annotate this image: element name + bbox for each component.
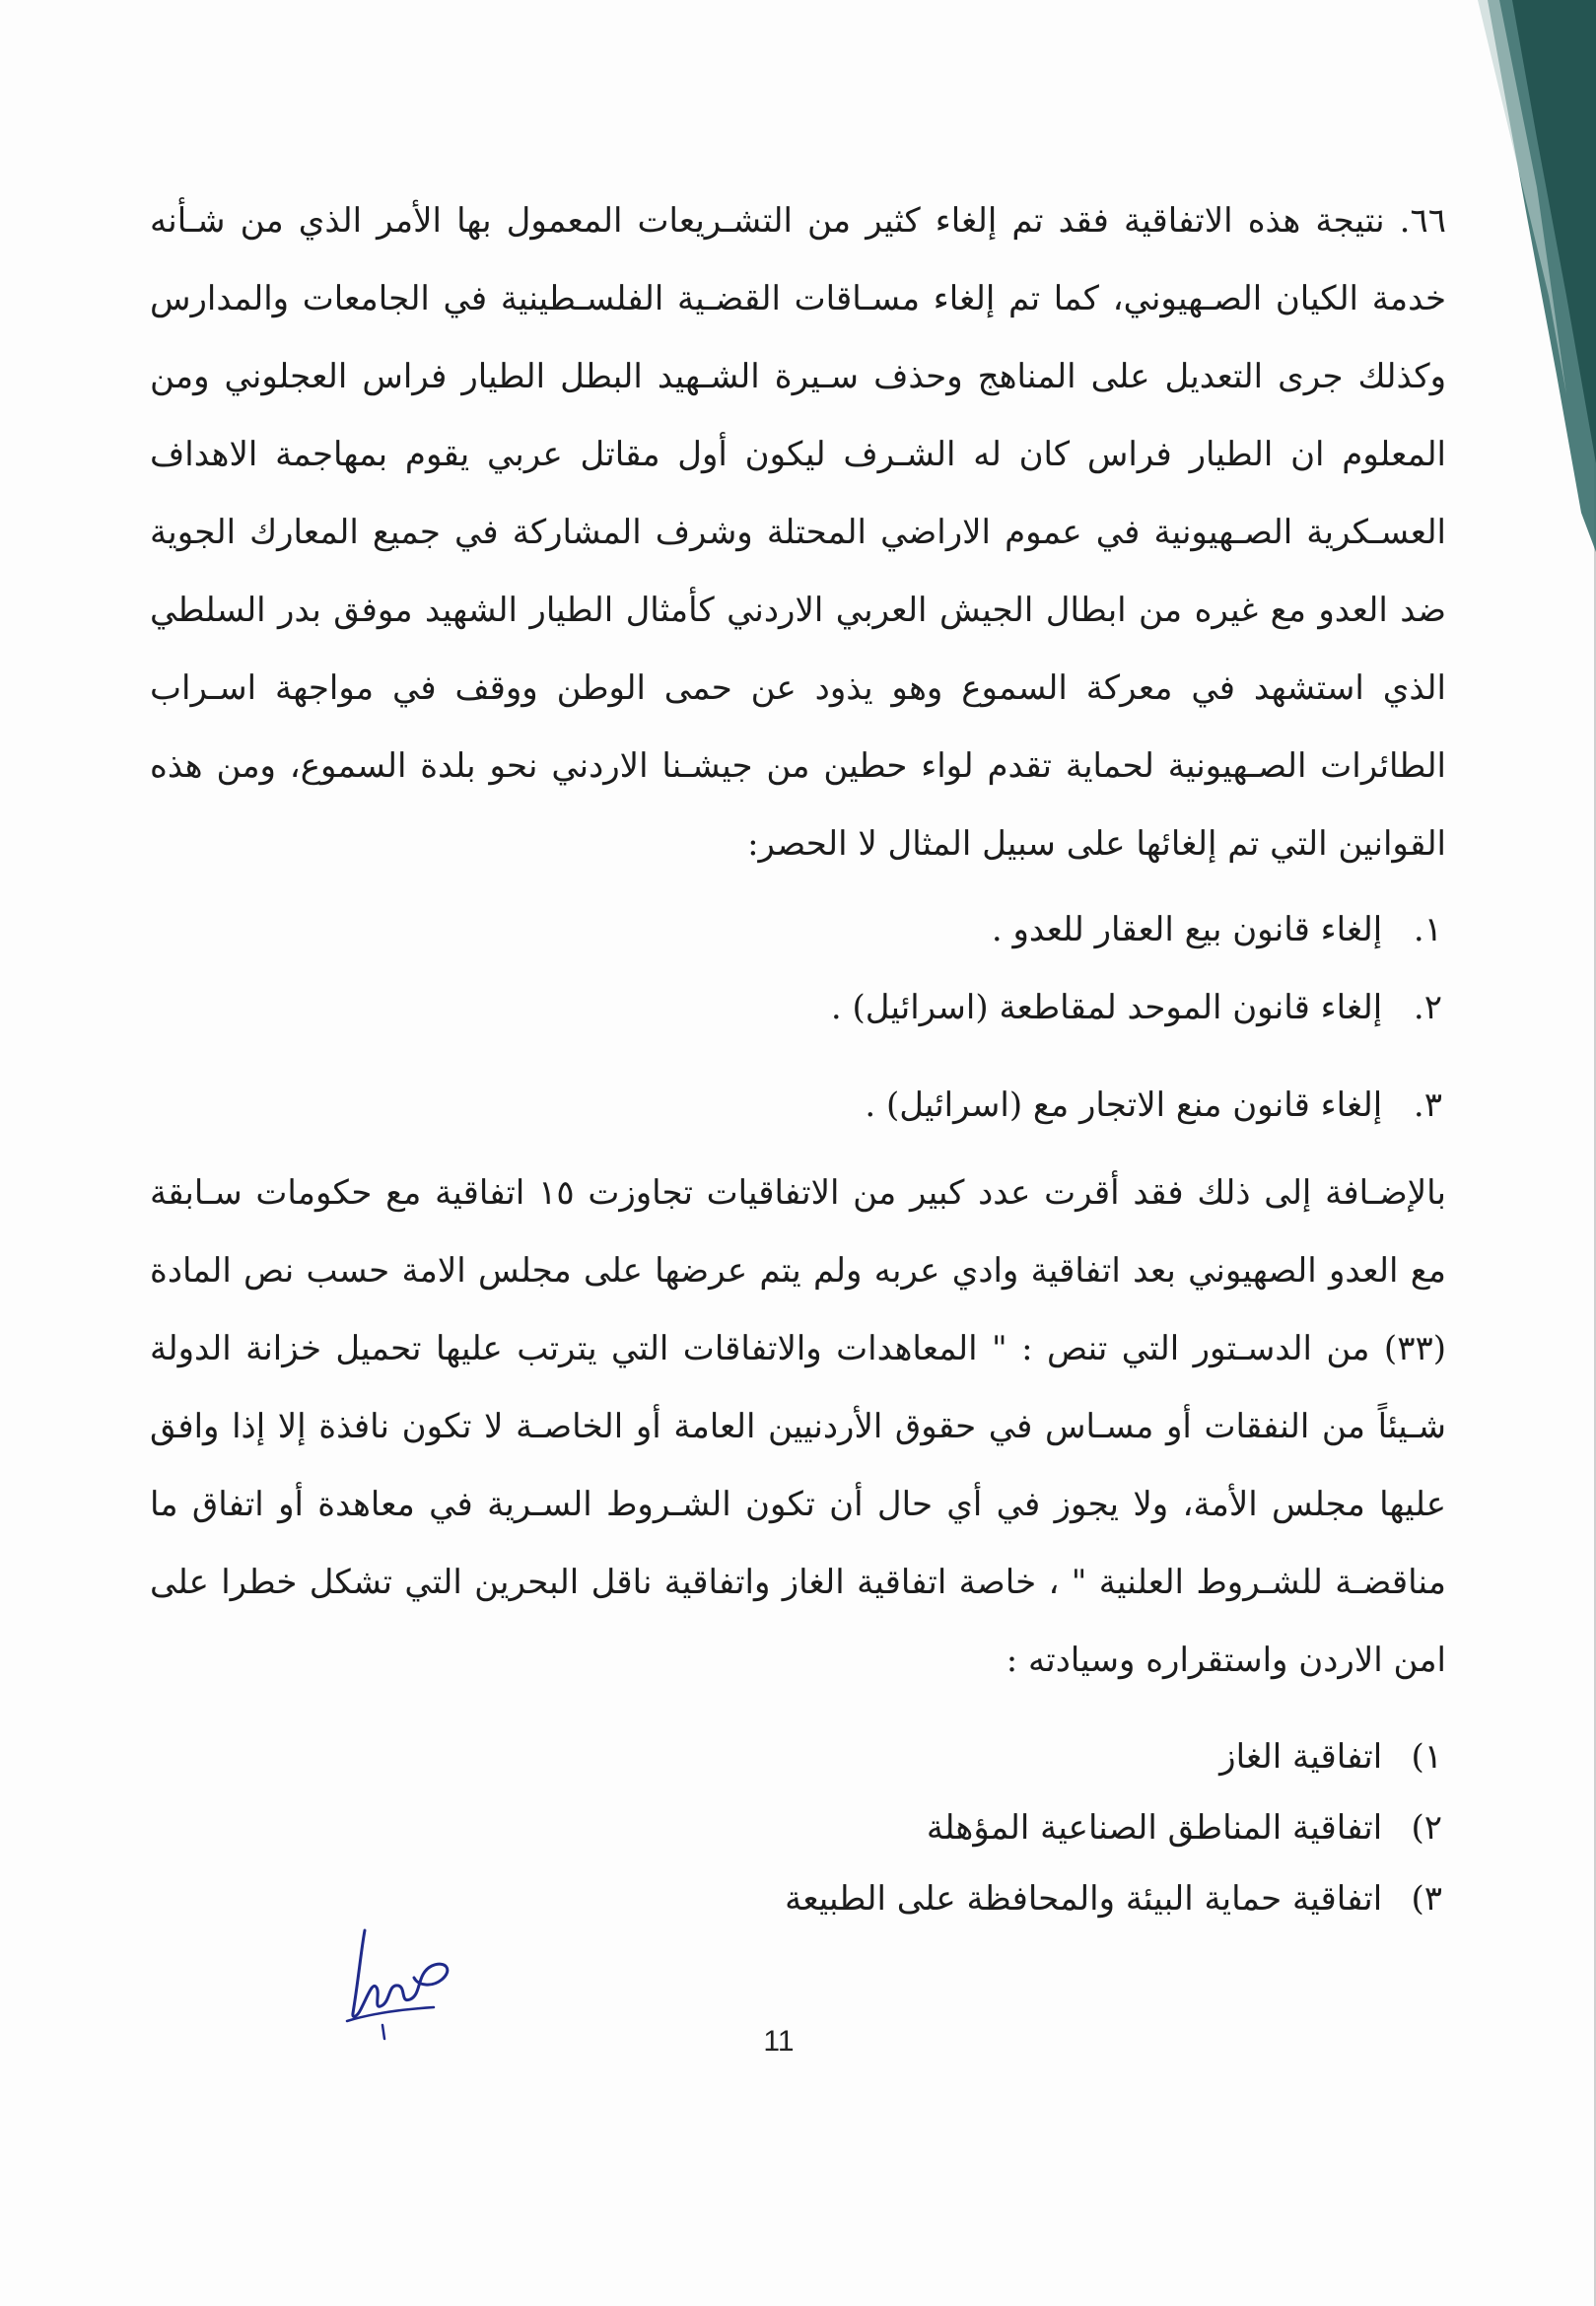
list-item-text: اتفاقية الغاز <box>1219 1737 1383 1777</box>
paragraph-66: ٦٦. نتيجة هذه الاتفاقية فقد تم إلغاء كثير من التشـريعات المعمول بها الأمر الذي من شـأنه خدمة الكيان الصـهيوني، كما تم إلغاء مسـاقات القضـية الفلسـطينية في الجامعات والمدارس وكذلك جرى التعديل على المناهج وحذف سـيرة الشـهيد البطل الطيار فراس العجلوني ومن المعلوم ان الطيار فراس كان له الشـرف ليكون أول مقاتل عربي يقوم بمهاجمة الاهداف العسـكرية الصـهيونية في عموم الاراضي المحتلة وشرف المشاركة في جميع المعارك الجوية ضد العدو مع غيره من ابطال الجيش العربي الاردني كأمثال الطيار الشهيد موفق بدر السلطي الذي استشهد في معركة السموع وهو يذود عن حمى الوطن ووقف في مواجهة اسـراب الطائرات الصـهيونية لحماية تقدم لواء حطين من جيشـنا الاردني نحو بلدة السموع، ومن هذه القوانين التي تم إلغائها على سبيل المثال لا الحصر: <box>150 201 1446 864</box>
list-item <box>150 1067 1446 1145</box>
list-marker: ٢. <box>1413 988 1442 1027</box>
list-marker: ١. <box>1413 910 1442 949</box>
list-marker: ٣) <box>1411 1879 1442 1919</box>
document-body <box>150 182 1446 1934</box>
agreements-list <box>150 1721 1446 1934</box>
list-marker: ٣. <box>1413 1085 1442 1125</box>
list-marker: ١) <box>1411 1737 1442 1777</box>
list-item-text: إلغاء قانون بيع العقار للعدو . <box>991 910 1383 949</box>
list-item-text: إلغاء قانون منع الاتجار مع (اسرائيل) . <box>865 1085 1383 1125</box>
paragraph-agreements: بالإضـافة إلى ذلك فقد أقرت عدد كبير من الاتفاقيات تجاوزت ١٥ اتفاقية مع حكومات سـابقة مع العدو الصهيوني بعد اتفاقية وادي عربه ولم يتم عرضها على مجلس الامة حسب نص المادة (٣٣) من الدسـتور التي تنص : " المعاهدات والاتفاقات التي يترتب عليها تحميل خزانة الدولة شـيئاً من النفقات أو مسـاس في حقوق الأردنيين العامة أو الخاصـة لا تكون نافذة إلا إذا وافق عليها مجلس الأمة، ولا يجوز في أي حال أن تكون الشـروط السـرية في معاهدة أو اتفاق ما مناقضـة للشـروط العلنية " ، خاصة اتفاقية الغاز واتفاقية ناقل البحرين التي تشكل خطرا على امن الاردن واستقراره وسيادته : <box>150 1173 1446 1680</box>
list-item-text: إلغاء قانون الموحد لمقاطعة (اسرائيل) . <box>830 988 1383 1027</box>
list-item <box>150 1721 1446 1792</box>
handwritten-signature <box>343 1922 471 2041</box>
list-marker: ٢) <box>1411 1808 1442 1848</box>
list-item <box>150 891 1446 969</box>
list-item-text: اتفاقية حماية البيئة والمحافظة على الطبيعة <box>785 1879 1383 1919</box>
repealed-laws-list <box>150 891 1446 1145</box>
page-number: 11 <box>763 2025 795 2058</box>
list-item <box>150 1792 1446 1863</box>
list-item <box>150 969 1446 1047</box>
list-item-text: اتفاقية المناطق الصناعية المؤهلة <box>926 1808 1383 1848</box>
